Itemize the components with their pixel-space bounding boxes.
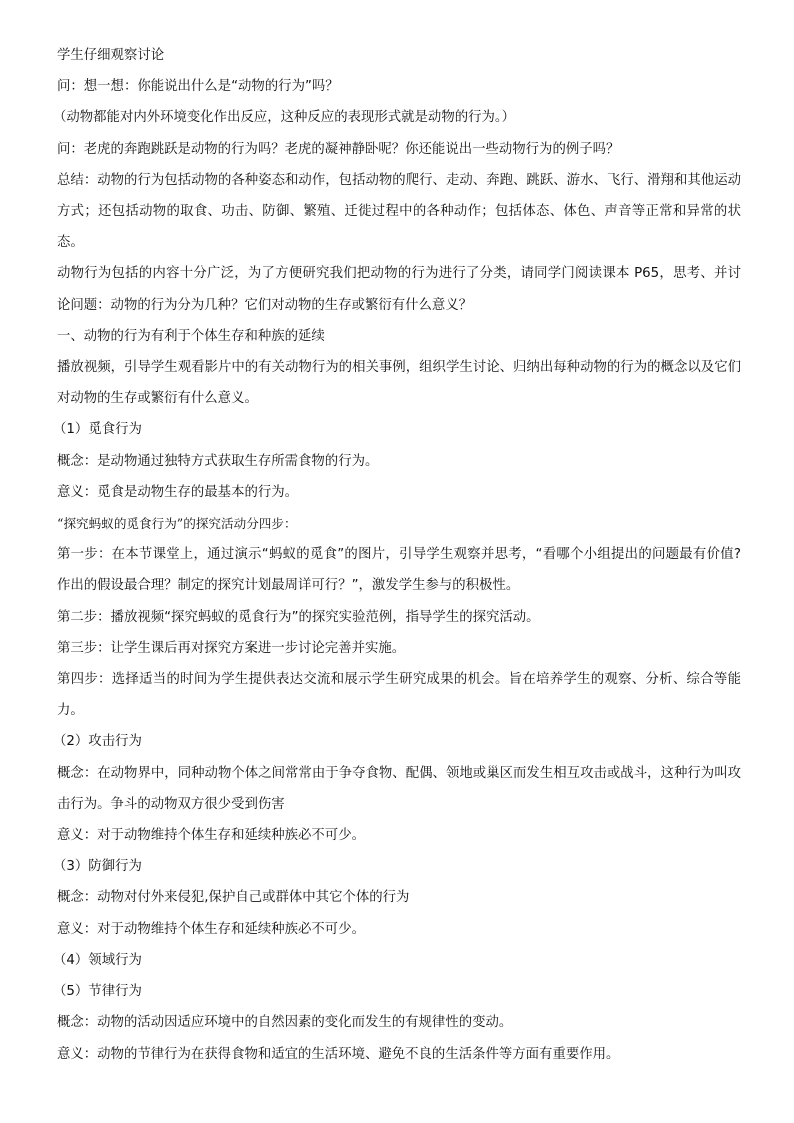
paragraph: 意义：对于动物维持个体生存和延续种族必不可少。 bbox=[57, 921, 365, 937]
paragraph: 学生仔细观察讨论 bbox=[57, 48, 165, 63]
paragraph: 第三步：让学生课后再对探究方案进一步讨论完善并实施。 bbox=[57, 640, 406, 656]
paragraph: 意义：觅食是动物生存的最基本的行为。 bbox=[57, 484, 299, 500]
paragraph: 第一步：在本节课堂上，通过演示“蚂蚁的觅食”的图片，引导学生观察并思考，“看哪个小组提出的问题最有价值?作出的假设最合理？制定的探究计划最周详可行？”，激发学生参与的积极性。 bbox=[57, 547, 741, 594]
section-heading: 一、动物的行为有利于个体生存和种族的延续 bbox=[57, 328, 325, 344]
paragraph: 问：想一想：你能说出什么是“动物的行为”吗？ bbox=[57, 79, 339, 95]
subsection-heading: （3）防御行为 bbox=[53, 859, 142, 875]
paragraph: 概念：动物的活动因适应环境中的自然因素的变化而发生的有规律性的变动。 bbox=[57, 1015, 513, 1031]
paragraph: “探究蚂蚁的觅食行为”的探究活动分四步： bbox=[57, 516, 297, 532]
paragraph: 第四步：选择适当的时间为学生提供表达交流和展示学生研究成果的机会。旨在培养学生的观察、分析、综合等能力。 bbox=[57, 672, 741, 719]
subsection-heading: （4）领域行为 bbox=[53, 952, 142, 968]
paragraph: 播放视频，引导学生观看影片中的有关动物行为的相关事例，组织学生讨论、归纳出每种动物的行为的概念以及它们对动物的生存或繁衍有什么意义。 bbox=[57, 360, 741, 407]
document-body bbox=[53, 40, 741, 1070]
paragraph: 概念：动物对付外来侵犯,保护自己或群体中其它个体的行为 bbox=[57, 890, 410, 906]
paragraph: 意义：对于动物维持个体生存和延续种族必不可少。 bbox=[57, 828, 365, 844]
paragraph: （动物都能对内外环境变化作出反应，这种反应的表现形式就是动物的行为。） bbox=[53, 110, 515, 126]
subsection-heading: （2）攻击行为 bbox=[53, 734, 142, 750]
paragraph: 问：老虎的奔跑跳跃是动物的行为吗？老虎的凝神静卧呢？你还能说出一些动物行为的例子吗？ bbox=[57, 141, 620, 157]
subsection-heading: （5）节律行为 bbox=[53, 984, 142, 1000]
paragraph: 概念：是动物通过独特方式获取生存所需食物的行为。 bbox=[57, 453, 379, 469]
paragraph: 第二步：播放视频“探究蚂蚁的觅食行为”的探究实验范例，指导学生的探究活动。 bbox=[57, 609, 540, 625]
paragraph: 动物行为包括的内容十分广泛，为了方便研究我们把动物的行为进行了分类，请同学门阅读课本 P65，思考、并讨论问题：动物的行为分为几种？它们对动物的生存或繁衍有什么意义？ bbox=[57, 266, 741, 313]
paragraph: 概念：在动物界中，同种动物个体之间常常由于争夺食物、配偶、领地或巢区而发生相互攻击或战斗，这种行为叫攻击行为。争斗的动物双方很少受到伤害 bbox=[57, 765, 741, 812]
subsection-heading: （1）觅食行为 bbox=[53, 422, 142, 438]
paragraph: 意义：动物的节律行为在获得食物和适宜的生活环境、避免不良的生活条件等方面有重要作用。 bbox=[57, 1046, 620, 1062]
paragraph: 总结：动物的行为包括动物的各种姿态和动作，包括动物的爬行、走动、奔跑、跳跃、游水、飞行、滑翔和其他运动方式；还包括动物的取食、功击、防御、繁殖、迁徙过程中的各种动作；包括体态、体色、声音等正常和异常的状态。 bbox=[57, 172, 741, 251]
